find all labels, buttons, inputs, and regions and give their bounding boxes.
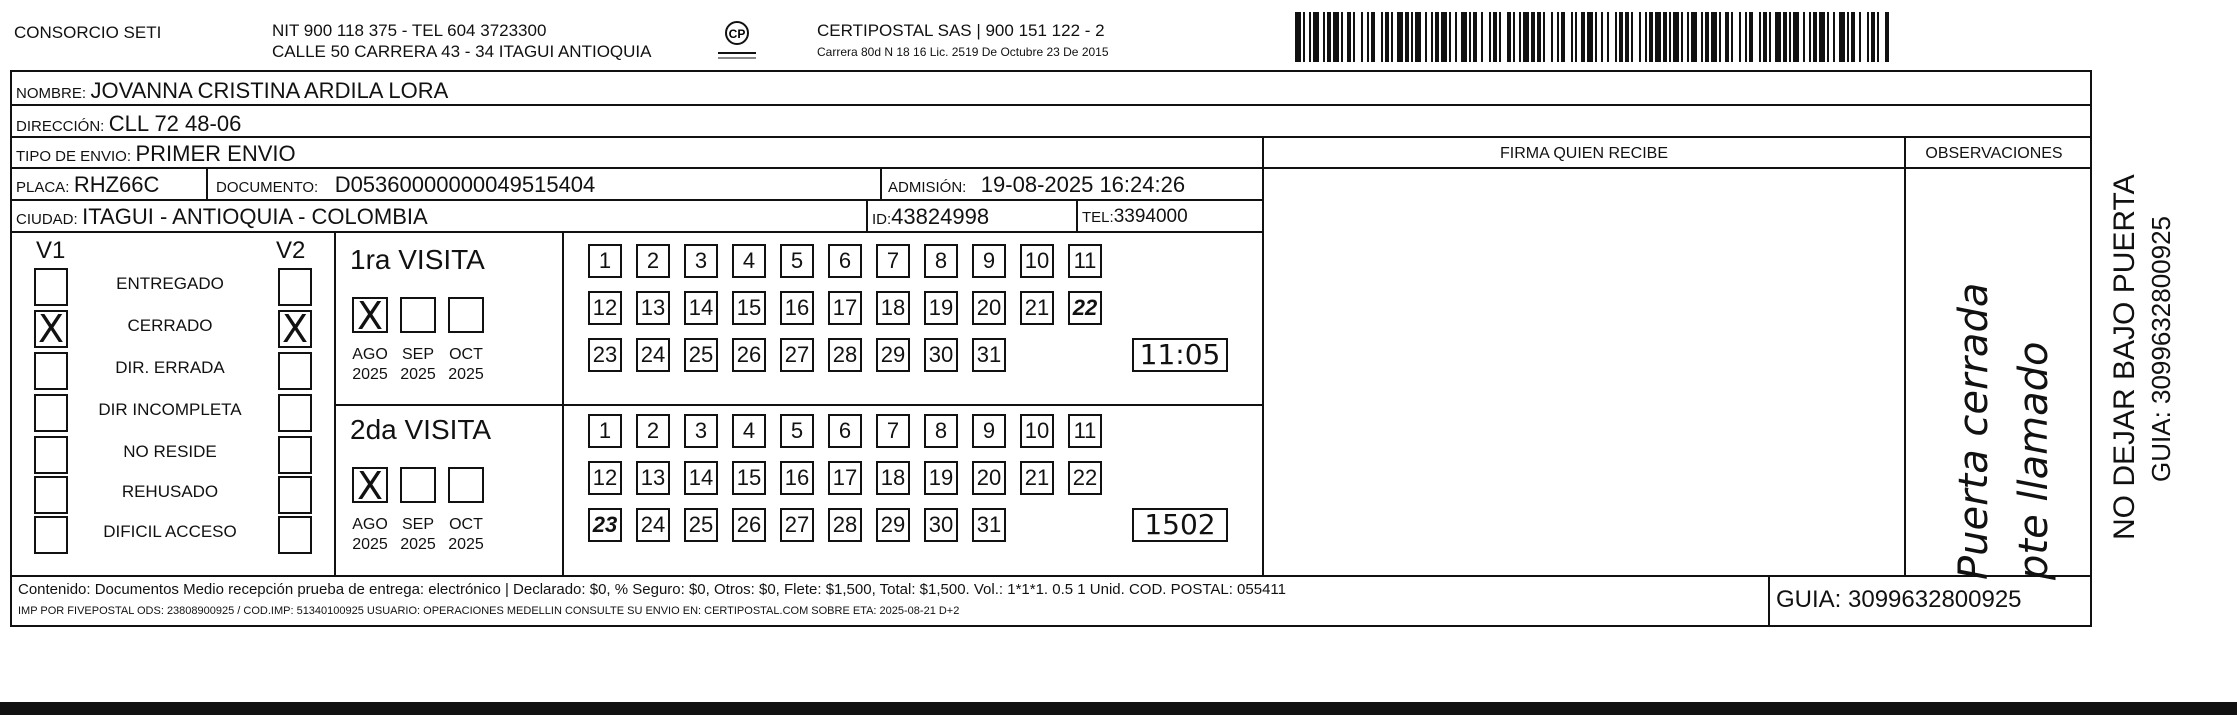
barcode-bar	[1871, 12, 1875, 62]
vrule-firma	[1262, 136, 1264, 577]
barcode-bar	[1673, 12, 1679, 62]
second-month-label-0: AGO	[352, 516, 388, 533]
second-day-30[interactable]: 30	[924, 508, 958, 542]
documento-label: DOCUMENTO:	[216, 179, 319, 196]
first-day-29[interactable]: 29	[876, 338, 910, 372]
barcode-bar	[1327, 12, 1331, 62]
barcode-bar	[1615, 12, 1617, 62]
barcode-bar	[1333, 12, 1339, 62]
barcode-bar	[1441, 12, 1447, 62]
v2-checkbox-1[interactable]	[278, 307, 312, 351]
barcode-bar	[1513, 12, 1515, 62]
barcode-bar	[1701, 12, 1703, 62]
barcode-bar	[1367, 12, 1369, 62]
second-day-16[interactable]: 16	[780, 461, 814, 495]
direccion-value: CLL 72 48-06	[108, 111, 242, 136]
barcode-bar	[1405, 12, 1409, 62]
first-day-20[interactable]: 20	[972, 291, 1006, 325]
tel-value: 3394000	[1113, 206, 1188, 227]
barcode-bar	[1769, 12, 1771, 62]
v1-checkbox-6[interactable]	[34, 516, 68, 554]
second-day-2[interactable]: 2	[636, 414, 670, 448]
barcode-bar	[1595, 12, 1597, 62]
first-day-26[interactable]: 26	[732, 338, 766, 372]
vrule-placa	[206, 167, 208, 199]
tipo-row	[16, 141, 296, 167]
v1-checkbox-4[interactable]	[34, 436, 68, 474]
barcode-bar	[1587, 12, 1593, 62]
barcode-bar	[1819, 12, 1825, 62]
second-year-label-0: 2025	[352, 536, 388, 553]
certipostal-logo	[712, 18, 762, 62]
first-day-12[interactable]: 12	[588, 291, 622, 325]
first-year-label-0: 2025	[352, 366, 388, 383]
second-day-4[interactable]: 4	[732, 414, 766, 448]
second-day-26[interactable]: 26	[732, 508, 766, 542]
v2-checkbox-2[interactable]	[278, 352, 312, 390]
bottom-bar	[0, 702, 2237, 715]
barcode-bar	[1493, 12, 1497, 62]
first-day-22[interactable]: 22	[1068, 291, 1102, 325]
rule-1	[10, 104, 2092, 106]
barcode-bar	[1655, 12, 1661, 62]
address-line: CALLE 50 CARRERA 43 - 34 ITAGUI ANTIOQUIA	[272, 42, 652, 61]
placa-label: PLACA:	[16, 179, 70, 196]
first-month-box-2[interactable]	[448, 297, 484, 333]
placa-row	[16, 172, 159, 198]
barcode-bar	[1543, 12, 1545, 62]
carrier-line: CERTIPOSTAL SAS | 900 151 122 - 2	[817, 21, 1105, 40]
first-day-18[interactable]: 18	[876, 291, 910, 325]
first-day-30[interactable]: 30	[924, 338, 958, 372]
vrule-visits	[334, 231, 336, 575]
license-line: Carrera 80d N 18 16 Lic. 2519 De Octubre 23 De 2015	[817, 45, 1109, 59]
id-label: ID:	[872, 211, 892, 228]
second-day-18[interactable]: 18	[876, 461, 910, 495]
barcode-bar	[1575, 12, 1577, 62]
rule-6	[1262, 167, 2092, 169]
documento-value: D05360000000049515404	[334, 172, 596, 197]
id-cell	[872, 204, 989, 230]
direccion-row	[16, 111, 241, 137]
v1-checkbox-5[interactable]	[34, 476, 68, 514]
nit-line: NIT 900 118 375 - TEL 604 3723300	[272, 21, 547, 40]
tipo-label: TIPO DE ENVIO:	[16, 148, 132, 165]
barcode-bar	[1867, 12, 1869, 62]
side-warning: NO DEJAR BAJO PUERTA	[2108, 174, 2141, 540]
first-day-13[interactable]: 13	[636, 291, 670, 325]
tel-label: TEL:	[1082, 209, 1114, 226]
vrule-obs	[1904, 136, 1906, 577]
first-day-3[interactable]: 3	[684, 244, 718, 278]
barcode-bar	[1519, 12, 1521, 62]
rule-visit-mid	[334, 404, 1264, 406]
barcode-bar	[1431, 12, 1433, 62]
status-label-3: DIR INCOMPLETA	[98, 400, 242, 419]
ciudad-value: ITAGUI - ANTIOQUIA - COLOMBIA	[82, 204, 428, 229]
first-day-19[interactable]: 19	[924, 291, 958, 325]
second-day-1[interactable]: 1	[588, 414, 622, 448]
second-day-14[interactable]: 14	[684, 461, 718, 495]
barcode	[1295, 12, 1890, 62]
barcode-bar	[1381, 12, 1383, 62]
barcode-bar	[1775, 12, 1781, 62]
first-day-23[interactable]: 23	[588, 338, 622, 372]
second-day-7[interactable]: 7	[876, 414, 910, 448]
second-day-25[interactable]: 25	[684, 508, 718, 542]
barcode-bar	[1347, 12, 1351, 62]
first-day-28[interactable]: 28	[828, 338, 862, 372]
first-day-31[interactable]: 31	[972, 338, 1006, 372]
second-day-9[interactable]: 9	[972, 414, 1006, 448]
svg-text:CP: CP	[728, 27, 746, 41]
status-label-6: DIFICIL ACCESO	[103, 522, 237, 541]
second-month-mark: X	[356, 464, 384, 508]
barcode-bar	[1607, 12, 1609, 62]
barcode-bar	[1391, 12, 1393, 62]
barcode-bar	[1571, 12, 1573, 62]
first-month-label-2: OCT	[449, 346, 483, 363]
barcode-bar	[1353, 12, 1355, 62]
barcode-bar	[1749, 12, 1753, 62]
rule-2	[10, 136, 2092, 138]
barcode-bar	[1581, 12, 1585, 62]
barcode-bar	[1551, 12, 1553, 62]
placa-value: RHZ66C	[73, 172, 160, 197]
barcode-bar	[1847, 12, 1849, 62]
barcode-bar	[1639, 12, 1641, 62]
first-visit-time[interactable]: 11:05	[1132, 338, 1228, 372]
v1-label: V1	[36, 237, 66, 264]
admision-label: ADMISIÓN:	[888, 179, 967, 196]
barcode-bar	[1499, 12, 1501, 62]
second-month-box-1[interactable]	[400, 467, 436, 503]
second-day-31[interactable]: 31	[972, 508, 1006, 542]
barcode-bar	[1789, 12, 1791, 62]
second-day-10[interactable]: 10	[1020, 414, 1054, 448]
second-day-19[interactable]: 19	[924, 461, 958, 495]
barcode-bar	[1619, 12, 1623, 62]
direccion-label: DIRECCIÓN:	[16, 118, 105, 135]
observaciones-handwriting	[1944, 170, 2064, 580]
barcode-bar	[1691, 12, 1697, 62]
first-day-14[interactable]: 14	[684, 291, 718, 325]
second-year-label-1: 2025	[400, 536, 436, 553]
second-day-28[interactable]: 28	[828, 508, 862, 542]
barcode-bar	[1687, 12, 1689, 62]
second-day-17[interactable]: 17	[828, 461, 862, 495]
second-day-3[interactable]: 3	[684, 414, 718, 448]
status-label-2: DIR. ERRADA	[115, 358, 225, 377]
vrule-tel	[1076, 199, 1078, 231]
barcode-bar	[1323, 12, 1325, 62]
second-day-27[interactable]: 27	[780, 508, 814, 542]
barcode-bar	[1455, 12, 1457, 62]
second-day-15[interactable]: 15	[732, 461, 766, 495]
v2-checkbox-4[interactable]	[278, 436, 312, 474]
barcode-bar	[1371, 12, 1375, 62]
v1-checkbox-1[interactable]	[34, 307, 68, 351]
vrule-admision	[880, 167, 882, 199]
v1-check-mark: X	[37, 307, 65, 351]
barcode-bar	[1601, 12, 1603, 62]
second-month-label-2: OCT	[449, 516, 483, 533]
barcode-bar	[1625, 12, 1629, 62]
first-day-15[interactable]: 15	[732, 291, 766, 325]
second-day-20[interactable]: 20	[972, 461, 1006, 495]
barcode-bar	[1793, 12, 1799, 62]
contenido-line: Contenido: Documentos Medio recepción prueba de entrega: electrónico | Declarado: $0, % Seguro: $0, Otros: $0, Flete: $1,500, Total: $1,500. Vol.: 1*1*1. 0.5 1 Unid. COD. POSTAL: 055411	[18, 581, 1286, 598]
first-month-box-0[interactable]	[352, 294, 388, 338]
admision-cell	[888, 172, 1185, 198]
barcode-bar	[1415, 12, 1421, 62]
barcode-bar	[1827, 12, 1829, 62]
second-day-11[interactable]: 11	[1068, 414, 1102, 448]
first-year-label-2: 2025	[448, 366, 484, 383]
first-visit-title: 1ra VISITA	[350, 244, 485, 275]
barcode-bar	[1361, 12, 1363, 62]
barcode-bar	[1397, 12, 1403, 62]
first-day-16[interactable]: 16	[780, 291, 814, 325]
barcode-bar	[1803, 12, 1805, 62]
barcode-bar	[1649, 12, 1653, 62]
barcode-bar	[1739, 12, 1741, 62]
v2-checkbox-3[interactable]	[278, 394, 312, 432]
second-day-6[interactable]: 6	[828, 414, 862, 448]
barcode-bar	[1561, 12, 1565, 62]
nombre-value: JOVANNA CRISTINA ARDILA LORA	[90, 78, 449, 103]
barcode-bar	[1295, 12, 1301, 62]
second-month-box-0[interactable]	[352, 464, 388, 508]
barcode-bar	[1705, 12, 1709, 62]
tipo-value: PRIMER ENVIO	[135, 141, 296, 166]
status-label-1: CERRADO	[127, 316, 213, 335]
vrule-guia	[1768, 575, 1770, 627]
first-day-4[interactable]: 4	[732, 244, 766, 278]
barcode-bar	[1341, 12, 1343, 62]
barcode-bar	[1859, 12, 1861, 62]
v2-checkbox-6[interactable]	[278, 516, 312, 554]
barcode-bar	[1711, 12, 1717, 62]
first-day-24[interactable]: 24	[636, 338, 670, 372]
first-day-2[interactable]: 2	[636, 244, 670, 278]
id-value: 43824998	[891, 204, 990, 229]
barcode-bar	[1537, 12, 1541, 62]
nombre-label: NOMBRE:	[16, 85, 87, 102]
v2-label: V2	[276, 237, 306, 264]
ciudad-label: CIUDAD:	[16, 211, 78, 228]
status-label-4: NO RESIDE	[123, 442, 217, 461]
barcode-bar	[1663, 12, 1667, 62]
tel-cell	[1082, 206, 1188, 228]
barcode-bar	[1481, 12, 1483, 62]
barcode-bar	[1839, 12, 1845, 62]
barcode-bar	[1309, 12, 1311, 62]
barcode-bar	[1489, 12, 1491, 62]
vrule-months	[562, 231, 564, 575]
barcode-bar	[1631, 12, 1633, 62]
first-day-9[interactable]: 9	[972, 244, 1006, 278]
first-month-mark: X	[356, 294, 384, 338]
ciudad-row	[16, 204, 428, 230]
barcode-bar	[1833, 12, 1835, 62]
first-day-8[interactable]: 8	[924, 244, 958, 278]
v2-checkbox-0[interactable]	[278, 268, 312, 306]
first-day-25[interactable]: 25	[684, 338, 718, 372]
barcode-bar	[1469, 12, 1471, 62]
first-day-11[interactable]: 11	[1068, 244, 1102, 278]
barcode-bar	[1763, 12, 1767, 62]
footer-guia: GUIA: 3099632800925	[1776, 586, 2022, 613]
first-month-label-1: SEP	[401, 346, 434, 363]
firma-header: FIRMA QUIEN RECIBE	[1499, 145, 1669, 162]
barcode-bar	[1645, 12, 1647, 62]
barcode-bar	[1813, 12, 1817, 62]
v1-checkbox-3[interactable]	[34, 394, 68, 432]
v2-check-mark: X	[281, 307, 309, 351]
barcode-bar	[1461, 12, 1467, 62]
side-guia: GUIA: 3099632800925	[2146, 216, 2176, 482]
barcode-bar	[1877, 12, 1879, 62]
barcode-bar	[1759, 12, 1761, 62]
barcode-bar	[1449, 12, 1451, 62]
second-day-13[interactable]: 13	[636, 461, 670, 495]
barcode-bar	[1425, 12, 1427, 62]
first-year-label-1: 2025	[400, 366, 436, 383]
first-day-7[interactable]: 7	[876, 244, 910, 278]
first-month-label-0: AGO	[352, 346, 388, 363]
second-day-24[interactable]: 24	[636, 508, 670, 542]
second-day-22[interactable]: 22	[1068, 461, 1102, 495]
second-day-8[interactable]: 8	[924, 414, 958, 448]
second-day-12[interactable]: 12	[588, 461, 622, 495]
barcode-bar	[1557, 12, 1559, 62]
admision-value: 19-08-2025 16:24:26	[980, 172, 1186, 197]
second-visit-time[interactable]: 1502	[1132, 508, 1228, 542]
rule-footer	[10, 575, 2092, 577]
first-day-6[interactable]: 6	[828, 244, 862, 278]
barcode-bar	[1851, 12, 1855, 62]
barcode-bar	[1783, 12, 1787, 62]
second-month-label-1: SEP	[401, 516, 434, 533]
barcode-bar	[1745, 12, 1747, 62]
first-day-27[interactable]: 27	[780, 338, 814, 372]
barcode-bar	[1719, 12, 1721, 62]
barcode-bar	[1313, 12, 1319, 62]
first-day-17[interactable]: 17	[828, 291, 862, 325]
first-day-10[interactable]: 10	[1020, 244, 1054, 278]
first-day-5[interactable]: 5	[780, 244, 814, 278]
barcode-bar	[1809, 12, 1811, 62]
barcode-bar	[1681, 12, 1683, 62]
barcode-bar	[1507, 12, 1511, 62]
status-label-5: REHUSADO	[121, 482, 219, 501]
status-label-0: ENTREGADO	[116, 274, 224, 293]
barcode-bar	[1523, 12, 1529, 62]
nombre-row	[16, 78, 448, 104]
second-visit-title: 2da VISITA	[350, 414, 492, 445]
second-day-5[interactable]: 5	[780, 414, 814, 448]
observaciones-header: OBSERVACIONES	[1925, 145, 2063, 162]
barcode-bar	[1473, 12, 1477, 62]
second-day-23[interactable]: 23	[588, 508, 622, 542]
imp-line: IMP POR FIVEPOSTAL ODS: 23808900925 / COD.IMP: 51340100925 USUARIO: OPERACIONES MEDELLIN CONSULTE SU ENVIO EN: CERTIPOSTAL.COM SOBRE ETA: 2025-08-21 D+2	[18, 605, 960, 617]
first-day-21[interactable]: 21	[1020, 291, 1054, 325]
documento-cell	[216, 172, 595, 198]
vrule-id	[866, 199, 868, 231]
barcode-bar	[1385, 12, 1389, 62]
barcode-bar	[1731, 12, 1733, 62]
barcode-bar	[1531, 12, 1535, 62]
barcode-bar	[1303, 12, 1305, 62]
observaciones-note: Puerta cerrada pte llamado	[1951, 282, 2057, 580]
barcode-bar	[1725, 12, 1729, 62]
v2-checkbox-5[interactable]	[278, 476, 312, 514]
second-year-label-2: 2025	[448, 536, 484, 553]
second-day-21[interactable]: 21	[1020, 461, 1054, 495]
company-name: CONSORCIO SETI	[14, 23, 162, 42]
first-month-box-1[interactable]	[400, 297, 436, 333]
barcode-bar	[1885, 12, 1889, 62]
v1-checkbox-2[interactable]	[34, 352, 68, 390]
barcode-bar	[1669, 12, 1671, 62]
second-day-29[interactable]: 29	[876, 508, 910, 542]
first-day-1[interactable]: 1	[588, 244, 622, 278]
barcode-bar	[1411, 12, 1413, 62]
second-month-box-2[interactable]	[448, 467, 484, 503]
v1-checkbox-0[interactable]	[34, 268, 68, 306]
rule-5	[10, 231, 1264, 233]
barcode-bar	[1435, 12, 1439, 62]
